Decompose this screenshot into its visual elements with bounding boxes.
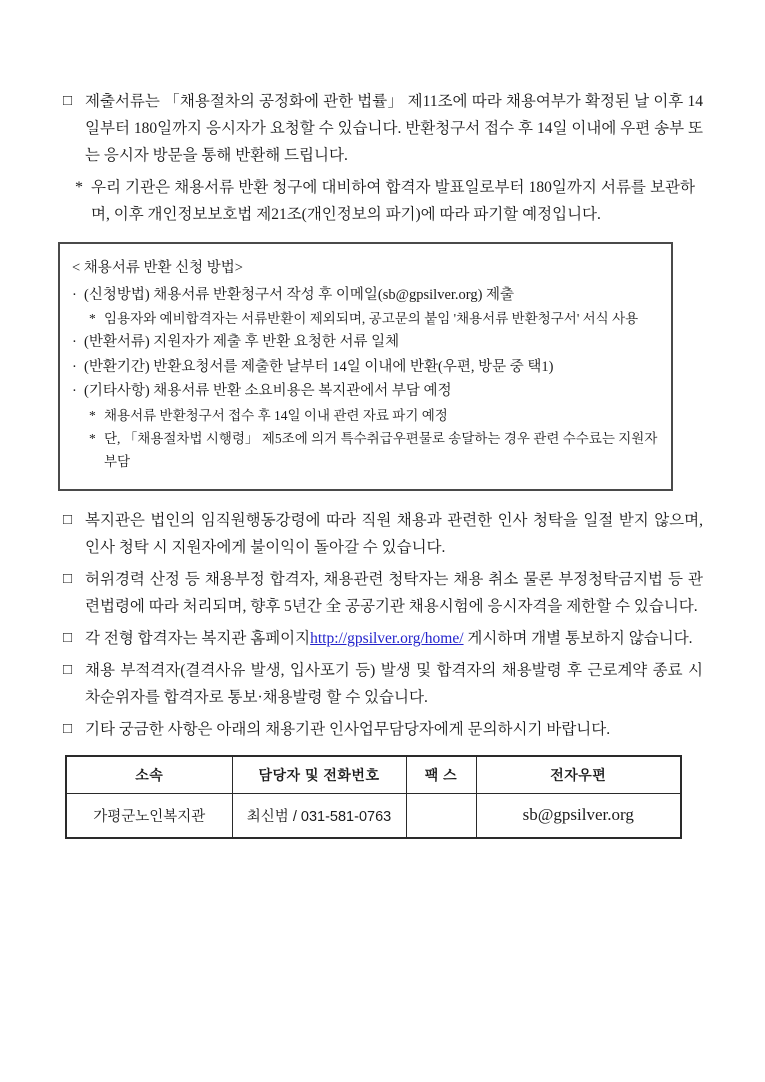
paragraph-solicitation-text: 복지관은 법인의 임직원행동강령에 따라 직원 채용과 관련한 인사 청탁을 일절 받지 않으며, 인사 청탁 시 지원자에게 불이익이 돌아갈 수 있습니다. <box>85 511 703 556</box>
return-box-item-apply-method <box>72 283 659 308</box>
return-box-item-text: (반환기간) 반환요청서를 제출한 날부터 14일 이내에 반환(우편, 방문 중 택1) <box>84 358 554 375</box>
checkbox-icon: □ <box>63 720 73 737</box>
asterisk-icon: * <box>75 179 83 196</box>
return-box-subnote-fee <box>72 427 659 473</box>
contact-table-row <box>66 793 681 838</box>
paragraph-announcement <box>63 625 703 652</box>
bullet-icon: · <box>72 358 77 375</box>
paragraph-retention-note-text: 우리 기관은 채용서류 반환 청구에 대비하여 합격자 발표일로부터 180일까지 서류를 보관하며, 이후 개인정보보호법 제21조(개인정보의 파기)에 따라 파기할 예정입니다. <box>91 179 695 223</box>
asterisk-icon: * <box>89 430 96 446</box>
header-person-phone: 담당자 및 전화번호 <box>232 756 406 794</box>
return-box-subnote-destruction <box>72 404 659 427</box>
checkbox-icon: □ <box>63 570 73 587</box>
paragraph-submission-docs-text: 제출서류는 「채용절차의 공정화에 관한 법률」 제11조에 따라 채용여부가 확정된 날 이후 14일부터 180일까지 응시자가 요청할 수 있습니다. 반환청구서 접수 후 14일 이내에 우편 송부 또는 응시자 방문을 통해 반환해 드립니다. <box>85 93 703 164</box>
paragraph-fraud-penalty-text: 허위경력 산정 등 채용부정 합격자, 채용관련 청탁자는 채용 취소 물론 부정청탁금지법 등 관련법령에 따라 처리되며, 향후 5년간 全 공공기관 채용시험에 응시자격을 제한할 수 있습니다. <box>85 570 703 615</box>
cell-email: sb@gpsilver.org <box>476 793 681 838</box>
paragraph-fraud-penalty <box>63 566 703 620</box>
asterisk-icon: * <box>89 407 96 423</box>
paragraph-inquiry <box>63 716 703 743</box>
paragraph-solicitation <box>63 507 703 561</box>
paragraph-inquiry-text: 기타 궁금한 사항은 아래의 채용기관 인사업무담당자에게 문의하시기 바랍니다. <box>85 720 611 738</box>
paragraph-disqualified <box>63 657 703 711</box>
asterisk-icon: * <box>89 311 96 326</box>
bullet-icon: · <box>72 383 77 399</box>
return-box-item-other <box>72 379 659 404</box>
bullet-icon: · <box>72 334 77 350</box>
cell-dept: 가평군노인복지관 <box>66 793 232 838</box>
header-fax: 팩 스 <box>406 756 476 794</box>
return-box-item-return-docs <box>72 330 659 355</box>
homepage-link[interactable]: http://gpsilver.org/home/ <box>310 629 464 647</box>
return-box-subnote-exclusion <box>72 307 659 330</box>
paragraph-submission-docs <box>63 88 703 169</box>
checkbox-icon: □ <box>63 93 73 109</box>
cell-fax <box>406 793 476 838</box>
checkbox-icon: □ <box>63 511 73 528</box>
cell-person-phone: 최신범 / 031-581-0763 <box>232 793 406 838</box>
contact-table-header-row <box>66 756 681 794</box>
paragraph-announcement-suffix: 게시하며 개별 통보하지 않습니다. <box>463 629 693 647</box>
header-email: 전자우편 <box>476 756 681 794</box>
paragraph-announcement-prefix: 각 전형 합격자는 복지관 홈페이지 <box>85 629 311 647</box>
return-box-item-text: (기타사항) 채용서류 반환 소요비용은 복지관에서 부담 예정 <box>84 383 452 399</box>
return-box-item-text: 채용서류 반환청구서 접수 후 14일 이내 관련 자료 파기 예정 <box>104 407 448 423</box>
paragraph-disqualified-text: 채용 부적격자(결격사유 발생, 입사포기 등) 발생 및 합격자의 채용발령 후 근로계약 종료 시 차순위자를 합격자로 통보·채용발령 할 수 있습니다. <box>85 661 703 706</box>
checkbox-icon: □ <box>63 661 73 678</box>
return-box-title: < 채용서류 반환 신청 방법> <box>72 260 243 276</box>
header-dept: 소속 <box>66 756 232 794</box>
return-box-item-return-period <box>72 355 659 380</box>
return-box-item-text: 단, 「채용절차법 시행령」 제5조에 의거 특수취급우편물로 송달하는 경우 관련 수수료는 지원자 부담 <box>104 430 658 469</box>
paragraph-retention-note <box>75 174 695 228</box>
return-box-item-text: (신청방법) 채용서류 반환청구서 작성 후 이메일(sb@gpsilver.org) 제출 <box>84 286 515 303</box>
checkbox-icon: □ <box>63 629 73 646</box>
contact-table <box>65 755 682 839</box>
return-box-item-text: (반환서류) 지원자가 제출 후 반환 요청한 서류 일체 <box>84 334 400 350</box>
return-box-item-text: 임용자와 예비합격자는 서류반환이 제외되며, 공고문의 붙임 '채용서류 반환청구서' 서식 사용 <box>104 311 639 326</box>
bullet-icon: · <box>72 286 77 303</box>
return-method-box <box>58 242 673 491</box>
